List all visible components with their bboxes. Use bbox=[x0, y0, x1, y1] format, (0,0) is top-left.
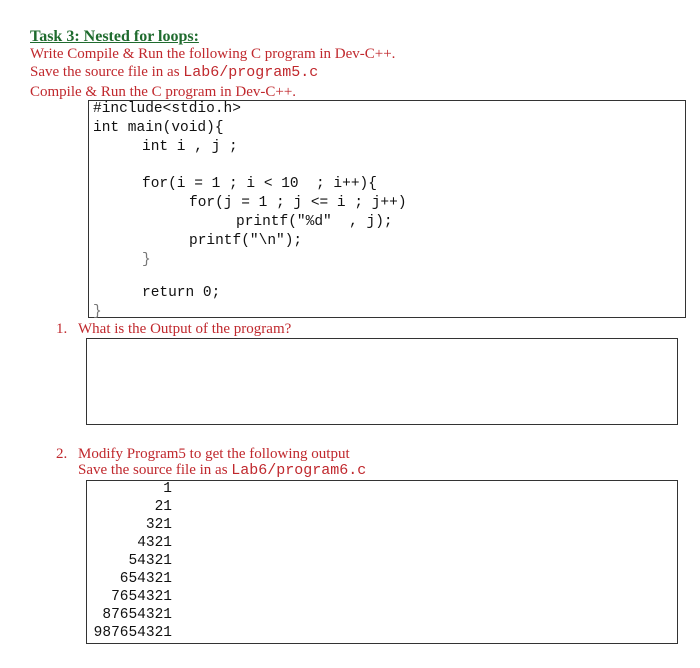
output-line: 54321 bbox=[128, 553, 172, 569]
code-line-decl: int i , j ; bbox=[142, 139, 238, 155]
compile-line: Compile & Run the C program in Dev-C++. bbox=[30, 84, 297, 100]
code-line-printf-newline: printf("\n"); bbox=[189, 233, 303, 249]
save-line bbox=[30, 64, 318, 81]
code-box bbox=[88, 100, 686, 318]
output-line: 7654321 bbox=[111, 589, 172, 605]
code-line-outer-for: for(i = 1 ; i < 10 ; i++){ bbox=[142, 176, 377, 192]
code-line-main: int main(void){ bbox=[93, 120, 224, 136]
answer-box[interactable] bbox=[86, 338, 678, 425]
task-title: Task 3: Nested for loops: bbox=[30, 28, 199, 45]
q2-save-filename: Lab6/program6.c bbox=[231, 462, 367, 479]
q2-save-prefix: Save the source file in as bbox=[78, 462, 232, 478]
code-line-close-for: } bbox=[142, 252, 151, 268]
code-line-include: #include<stdio.h> bbox=[93, 101, 241, 117]
question-1-number: 1. bbox=[56, 321, 68, 337]
save-filename: Lab6/program5.c bbox=[183, 64, 319, 81]
question-1-text: What is the Output of the program? bbox=[78, 321, 292, 337]
code-line-printf-d: printf("%d" , j); bbox=[236, 214, 393, 230]
output-line: 21 bbox=[154, 499, 172, 515]
code-line-return: return 0; bbox=[142, 285, 221, 301]
output-line: 4321 bbox=[137, 535, 172, 551]
question-2-number: 2. bbox=[56, 446, 68, 462]
output-line: 654321 bbox=[119, 571, 172, 587]
question-2-save-line bbox=[78, 462, 366, 479]
code-line-close-main: } bbox=[93, 304, 102, 320]
code-line-inner-for: for(j = 1 ; j <= i ; j++) bbox=[189, 195, 407, 211]
expected-output-box bbox=[86, 480, 678, 644]
output-line: 87654321 bbox=[102, 607, 172, 623]
instruction-line: Write Compile & Run the following C program in Dev-C++. bbox=[30, 46, 396, 62]
save-prefix: Save the source file in as bbox=[30, 64, 184, 80]
output-line: 987654321 bbox=[93, 625, 172, 641]
question-2-text: Modify Program5 to get the following output bbox=[78, 446, 350, 462]
output-line: 321 bbox=[145, 517, 172, 533]
output-line: 1 bbox=[163, 481, 172, 497]
